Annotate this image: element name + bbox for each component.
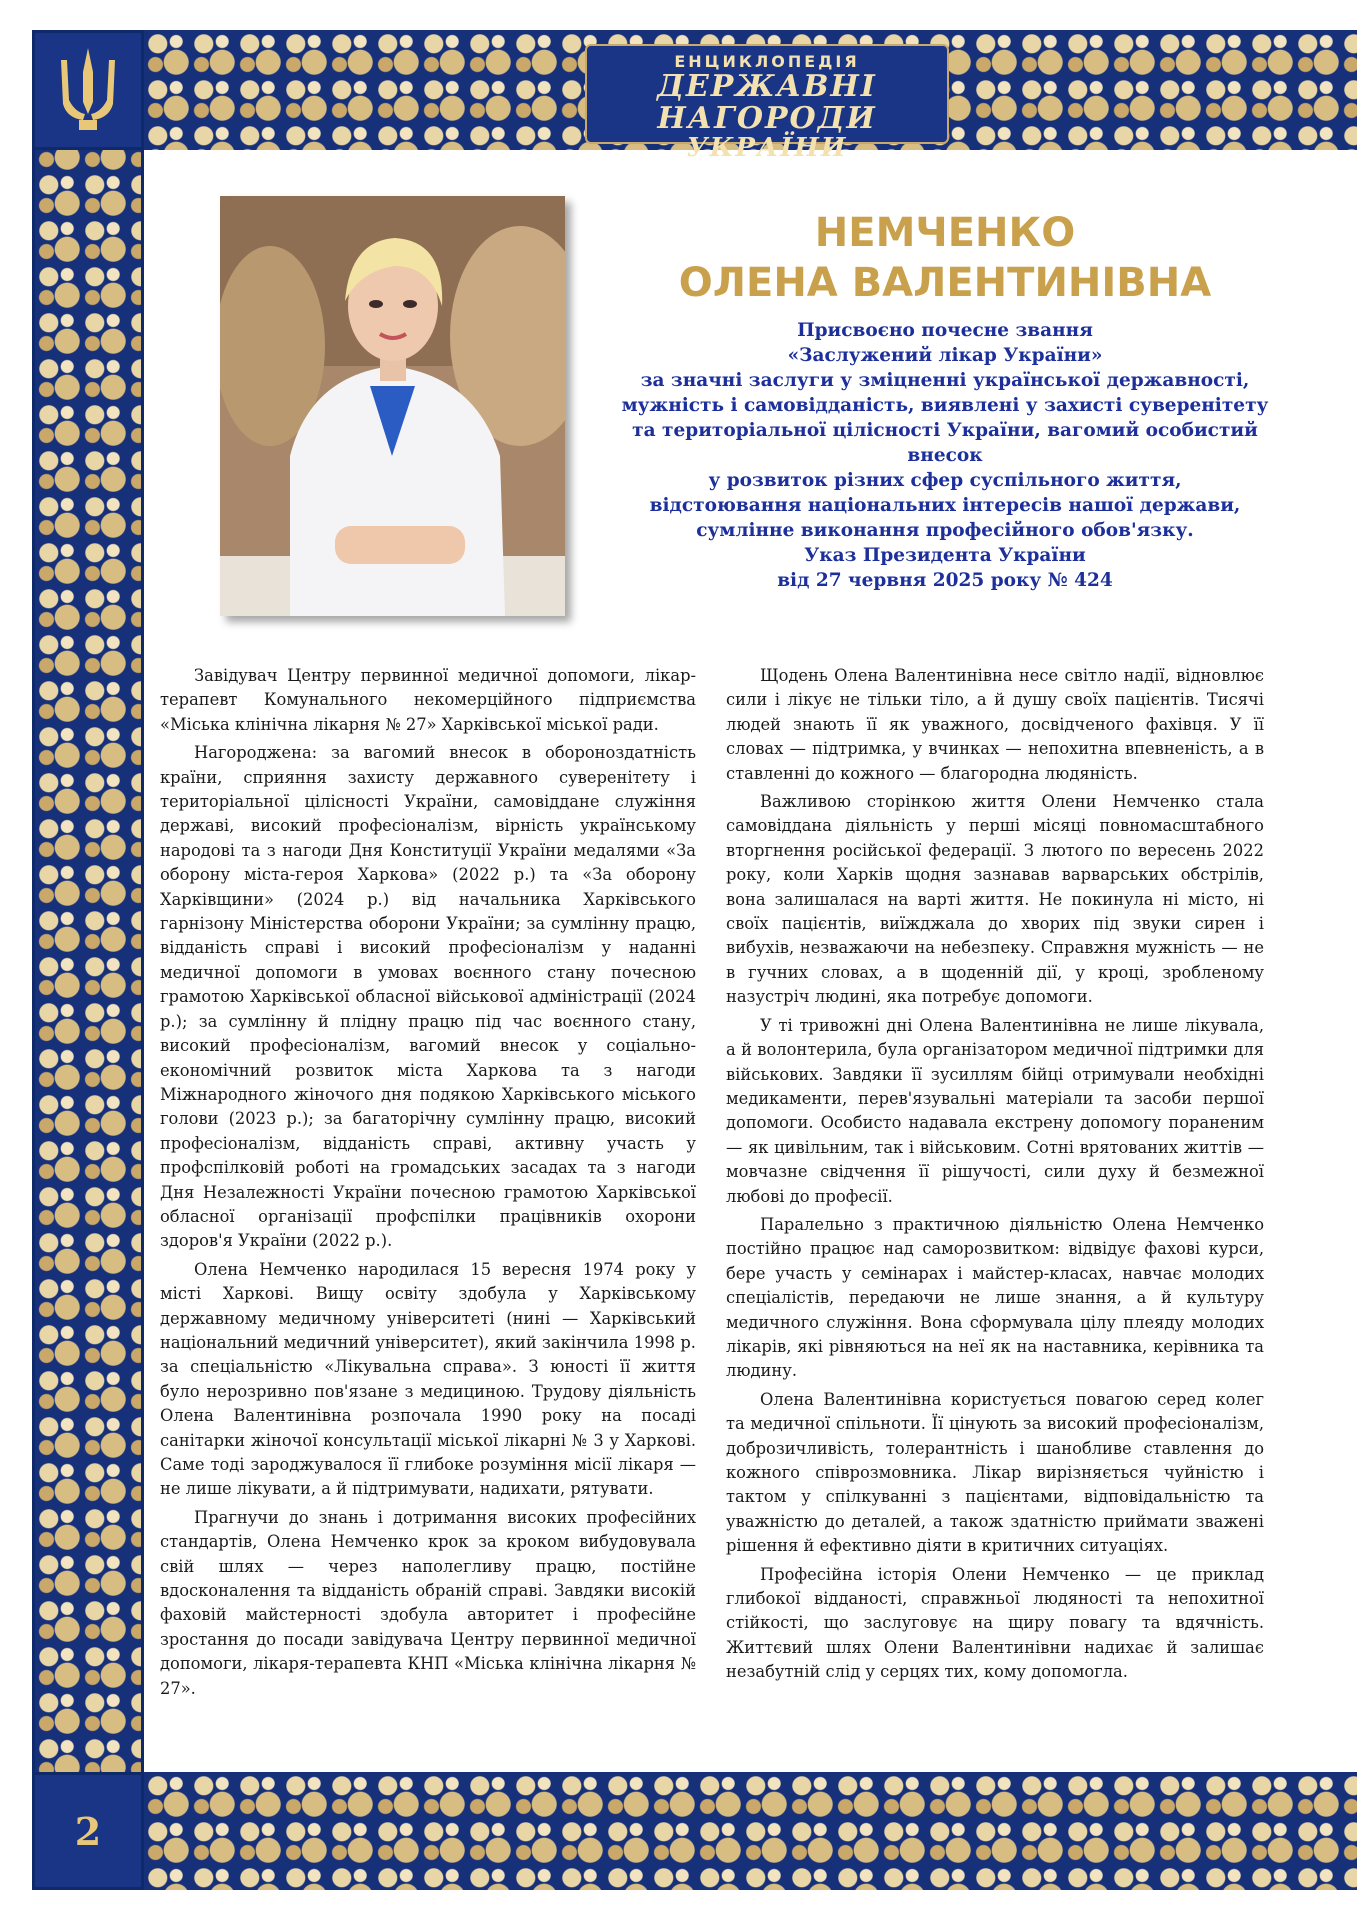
award-line: та територіальної цілісності України, вагомий особистий внесок xyxy=(632,420,1258,466)
award-line: мужність і самовідданість, виявлені у захисті суверенітету xyxy=(621,395,1269,416)
paragraph: Нагороджена: за вагомий внесок в обороноздатність країни, сприяння захисту державного суверенітету і територіальної цілісності України, самовіддане служіння державі, високий професіоналізм, вірність українському народові та з нагоди Дня Конституції України медалями «За оборону міста-героя Харкова» (2022 р.) та «За оборону Харківщини» (2024 р.) від начальника Харківського гарнізону Міністерства оборони України; за сумлінну працю, відданість справі і високий професіоналізм у наданні медичної допомоги в умовах воєнного стану почесною грамотою Харківської обласної військової адміністрації (2024 р.); за сумлінну й плідну працю під час воєнного стану, високий професіоналізм, вагомий внесок у соціально-економічний розвиток міста Харкова та з нагоди Міжнародного жіночого дня подякою Харківського міського голови (2023 р.); за багаторічну сумлінну працю, високий професіоналізм, відданість справі, активну участь у профспілковій роботі на громадських засадах та з нагоди Дня Незалежності України почесною грамотою Харківської обласної організації профспілки працівників охорони здоров'я України (2022 р.). xyxy=(160,743,696,1251)
surname: НЕМЧЕНКО xyxy=(814,210,1076,256)
award-decree-line: Указ Президента України xyxy=(804,545,1086,566)
portrait-illustration xyxy=(220,196,565,616)
award-date-line: від 27 червня 2025 року № 424 xyxy=(777,570,1113,591)
paragraph: Професійна історія Олени Немченко — це приклад глибокої відданості, справжньої людяності та непохитної стійкості, що заслуговує на щиру повагу та вдячність. Життєвий шлях Олени Валентинівни надихає й залишає незабутній слід у серцях тих, кому допомогла. xyxy=(726,1564,1264,1682)
given-names: ОЛЕНА ВАЛЕНТИНІВНА xyxy=(678,260,1212,306)
header-line-1: ЕНЦИКЛОПЕДІЯ xyxy=(674,52,860,71)
header-title-plate xyxy=(585,44,949,163)
award-line: сумлінне виконання професійного обов'язку. xyxy=(696,520,1194,541)
paragraph: Щодень Олена Валентинівна несе світло надії, відновлює сили і лікує не тільки тіло, а й душу своїх пацієнтів. Тисячі людей знають її як уважного, досвідченого фахівця. У її словах — підтримка, у вчинках — непохитна впевненість, а в ставленні до кожного — благородна людяність. xyxy=(726,666,1264,783)
bottom-ornament-border xyxy=(144,1772,1357,1890)
paragraph: Олена Немченко народилася 15 вересня 1974 року у місті Харкові. Вищу освіту здобула у Харківському державному медичному університеті (нині — Харківський національний медичний університет), який закінчила 1998 р. за спеціальністю «Лікувальна справа». З юності її життя було нерозривно пов'язане з медициною. Трудову діяльність Олена Валентинівна розпочала 1990 року на посаді санітарки жіночої консультації міської лікарні № 3 у Харкові. Саме тоді зароджувалося її глибоке розуміння місії лікаря — не лише лікувати, а й підтримувати, надихати, рятувати. xyxy=(160,1259,696,1499)
award-line: Присвоєно почесне звання xyxy=(797,320,1093,341)
header-line-2: ДЕРЖАВНІ НАГОРОДИ xyxy=(657,69,877,136)
award-line: «Заслужений лікар України» xyxy=(787,345,1103,366)
header-line-3: УКРАЇНИ xyxy=(686,133,848,163)
paragraph: Прагнучи до знань і дотримання високих професійних стандартів, Олена Немченко крок за кроком вибудовувала свій шлях — через наполегливу працю, постійне вдосконалення та відданість обраній справі. Завдяки високій фаховій майстерності здобула авторитет і професійне зростання до посади завідувача Центру первинної медичної допомоги, лікаря-терапевта КНП «Міська клінічна лікарня № 27». xyxy=(160,1507,696,1698)
paragraph: Паралельно з практичною діяльністю Олена Немченко постійно працює над саморозвитком: відвідує фахові курси, бере участь у семінарах і майстер-класах, навчає молодих спеціалістів, передаючи не лише знання, а й культуру медичного служіння. Вона сформувала цілу плеяду молодих лікарів, які рівняються на неї як на наставника, керівника та людину. xyxy=(726,1214,1264,1381)
paragraph: Завідувач Центру первинної медичної допомоги, лікар-терапевт Комунального некомерційного підприємства «Міська клінічна лікарня № 27» Харківської міської ради. xyxy=(160,666,696,734)
award-line: за значні заслуги у зміцненні української державності, xyxy=(640,370,1250,391)
award-line: відстоювання національних інтересів нашої держави, xyxy=(649,495,1241,516)
page-number: 2 xyxy=(74,1808,102,1854)
award-statement xyxy=(600,318,1290,593)
left-ornament-border xyxy=(32,30,144,1890)
body-column-right xyxy=(726,664,1264,1689)
paragraph: Олена Валентинівна користується повагою серед колег та медичної спільноти. Її цінують за високий професіоналізм, доброзичливість, толерантність і шанобливе ставлення до кожного співрозмовника. Лікар вирізняється чуйністю і тактом у спілкуванні з пацієнтами, відповідальністю та уважністю до деталей, а також здатністю приймати зважені рішення й ефективно діяти в критичних ситуаціях. xyxy=(726,1389,1264,1556)
emblem-corner xyxy=(32,30,144,150)
paragraph: Важливою сторінкою життя Олени Немченко стала самовіддана діяльність у перші місяці повномасштабного вторгнення російської федерації. З лютого по вересень 2022 року, коли Харків щодня зазнавав варварських обстрілів, вона залишалася на варті життя. Не покинула ні місто, ні своїх пацієнтів, виїжджала до хворих під звуки сирен і вибухів, незважаючи на небезпеку. Справжня мужність — не в гучних словах, а в щоденній дії, у кроці, зробленому назустріч людині, яка потребує допомоги. xyxy=(726,792,1264,1007)
body-column-left xyxy=(160,664,696,1705)
person-name xyxy=(610,208,1280,308)
paragraph: У ті тривожні дні Олена Валентинівна не лише лікувала, а й волонтерила, була організатором медичної підтримки для військових. Завдяки її зусиллям бійці отримували необхідні медикаменти, перев'язувальні матеріали та засоби першої допомоги. Особисто надавала екстрену допомогу пораненим — як цивільним, так і військовим. Сотні врятованих життів — мовчазне свідчення її рішучості, сили духу й безмежної любові до професії. xyxy=(726,1015,1264,1206)
trident-icon xyxy=(53,42,123,138)
award-line: у розвиток різних сфер суспільного життя, xyxy=(708,470,1182,491)
portrait-photo xyxy=(220,196,565,616)
page-number-box xyxy=(32,1772,144,1890)
